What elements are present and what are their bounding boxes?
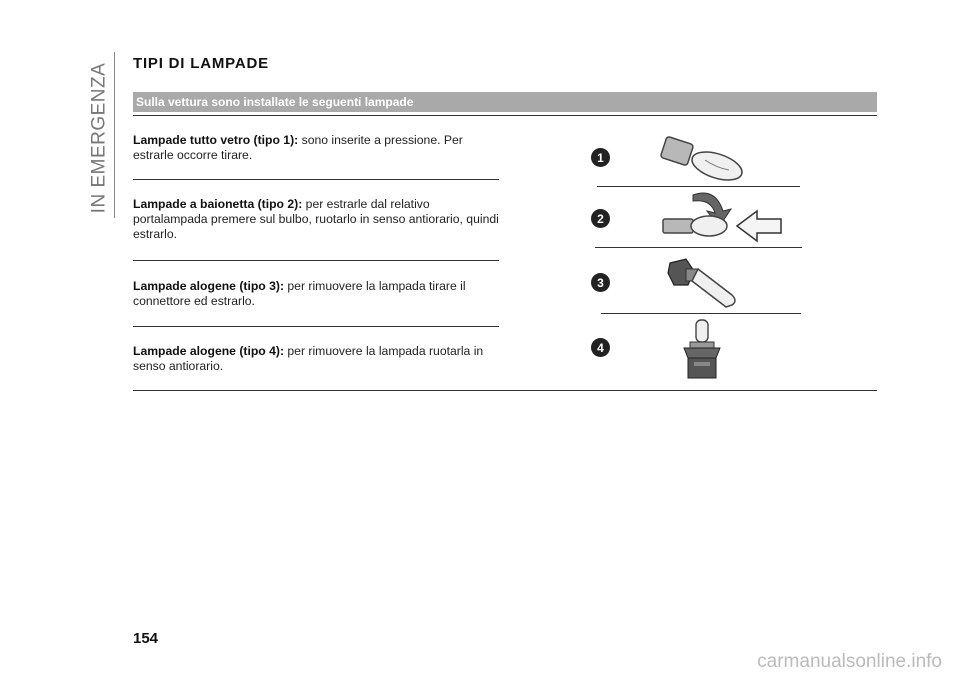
bulb-4-icon (680, 318, 730, 383)
badge-3: 3 (591, 273, 610, 292)
entry-text: sono inserite a pressione. Per estrarle occorre tirare. (133, 133, 463, 162)
entry-divider (133, 179, 499, 180)
entry-text: per rimuovere la lampada tirare il connettore ed estrarlo. (133, 279, 466, 308)
badge-1: 1 (591, 148, 610, 167)
entry-label: Lampade alogene (tipo 3): (133, 279, 285, 293)
section-rule (114, 52, 115, 218)
entry-label: Lampade tutto vetro (tipo 1): (133, 133, 299, 147)
page-title: TIPI DI LAMPADE (133, 55, 269, 72)
watermark: carmanualsonline.info (757, 651, 942, 672)
section-band: Sulla vettura sono installate le seguenti lampade (133, 92, 877, 112)
entry-divider (133, 326, 499, 327)
badge-4: 4 (591, 338, 610, 357)
page-number: 154 (133, 630, 159, 647)
entry-text: per estrarle dal relativo portalampada premere sul bulbo, ruotarlo in senso antiorario, quindi estrarlo. (133, 197, 499, 241)
entry-label: Lampade alogene (tipo 4): (133, 344, 285, 358)
section-tab-label: IN EMERGENZA (88, 62, 109, 214)
figure-divider (601, 313, 801, 314)
badge-2: 2 (591, 209, 610, 228)
content-bottom-rule (133, 390, 877, 391)
bulb-1-icon (655, 130, 765, 185)
entry-type-1 (133, 133, 503, 163)
entry-type-2 (133, 197, 503, 242)
lamp-types-figure (585, 125, 810, 385)
band-underline (133, 115, 877, 116)
entry-divider (133, 260, 499, 261)
entry-label: Lampade a baionetta (tipo 2): (133, 197, 303, 211)
bulb-3-icon (660, 255, 760, 313)
section-tab (86, 58, 112, 218)
entry-type-4 (133, 344, 503, 374)
figure-divider (595, 247, 802, 248)
entry-text: per rimuovere la lampada ruotarla in senso antiorario. (133, 344, 484, 373)
entry-type-3 (133, 279, 503, 309)
bulb-2-icon (653, 187, 793, 245)
